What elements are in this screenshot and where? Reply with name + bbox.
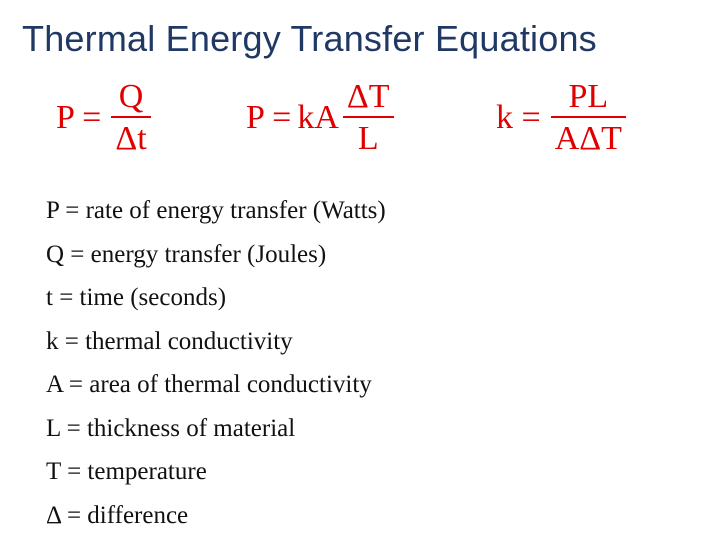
fraction-denominator: Δt (115, 120, 147, 157)
equation-lhs: k = (496, 99, 541, 136)
definition-item: Δ = difference (46, 501, 189, 529)
fraction (343, 80, 394, 156)
fraction-numerator: Q (118, 78, 144, 115)
definitions-list (46, 196, 386, 540)
definition-item: P = rate of energy transfer (Watts) (46, 197, 386, 224)
equation-lhs: P = (56, 99, 102, 136)
fraction-denominator: AΔT (554, 120, 622, 157)
fraction-denominator: L (357, 120, 379, 157)
equation-power-from-energy (56, 80, 151, 156)
definition-item: L = thickness of material (46, 414, 296, 442)
equation-lhs: P = (246, 99, 292, 136)
equation-coefficient: kA (297, 99, 339, 136)
fraction (551, 80, 626, 156)
definition-item: A = area of thermal conductivity (46, 371, 372, 398)
fraction-numerator: PL (568, 78, 609, 115)
definition-item: k = thermal conductivity (46, 327, 293, 355)
definition-item: t = time (seconds) (46, 284, 227, 311)
equation-power-conduction (246, 80, 394, 156)
definition-item: T = temperature (46, 458, 207, 485)
fraction (111, 80, 150, 156)
equation-thermal-conductivity (496, 80, 626, 156)
definition-item: Q = energy transfer (Joules) (46, 240, 327, 268)
slide-title: Thermal Energy Transfer Equations (22, 18, 597, 59)
fraction-numerator: ΔT (346, 78, 390, 115)
